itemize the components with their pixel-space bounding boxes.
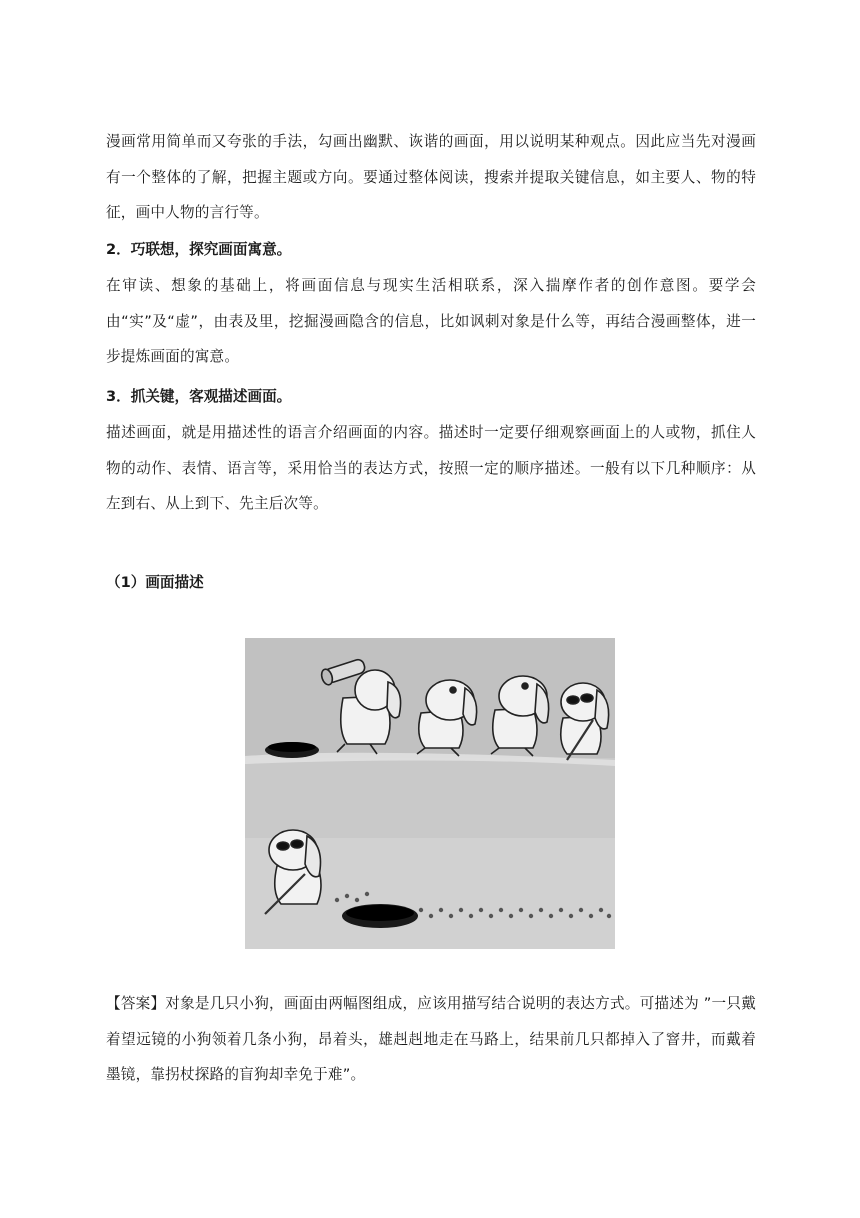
step2-heading: 2．巧联想，探究画面寓意。: [106, 241, 292, 258]
step3-heading: 3．抓关键，客观描述画面。: [106, 388, 292, 405]
cartoon-dogs-illustration: [245, 638, 615, 949]
step2-paragraph: 在审读、想象的基础上，将画面信息与现实生活相联系，深入揣摩作者的创作意图。要学会由“实”及“虚”，由表及里，挖掘漫画隐含的信息，比如讽刺对象是什么等，再结合漫画整体，进一步提炼画面的寓意。: [106, 277, 756, 365]
intro-paragraph: 漫画常用简单而又夸张的手法，勾画出幽默、诙谐的画面，用以说明某种观点。因此应当先对漫画有一个整体的了解，把握主题或方向。要通过整体阅读，搜索并提取关键信息，如主要人、物的特征，画中人物的言行等。: [106, 133, 756, 221]
exercise-heading: （1）画面描述: [106, 574, 204, 591]
step3-paragraph: 描述画面，就是用描述性的语言介绍画面的内容。描述时一定要仔细观察画面上的人或物，抓住人物的动作、表情、语言等，采用恰当的表达方式，按照一定的顺序描述。一般有以下几种顺序：从左到右、从上到下、先主后次等。: [106, 424, 756, 512]
answer-paragraph: 【答案】对象是几只小狗，画面由两幅图组成，应该用描写结合说明的表达方式。可描述为 ”一只戴着望远镜的小狗领着几条小狗，昂着头，雄赳赳地走在马路上，结果前几只都掉入了窨井，而戴着墨镜，靠拐杖探路的盲狗却幸免于难”。: [106, 995, 756, 1083]
cartoon-figure: [245, 638, 615, 949]
